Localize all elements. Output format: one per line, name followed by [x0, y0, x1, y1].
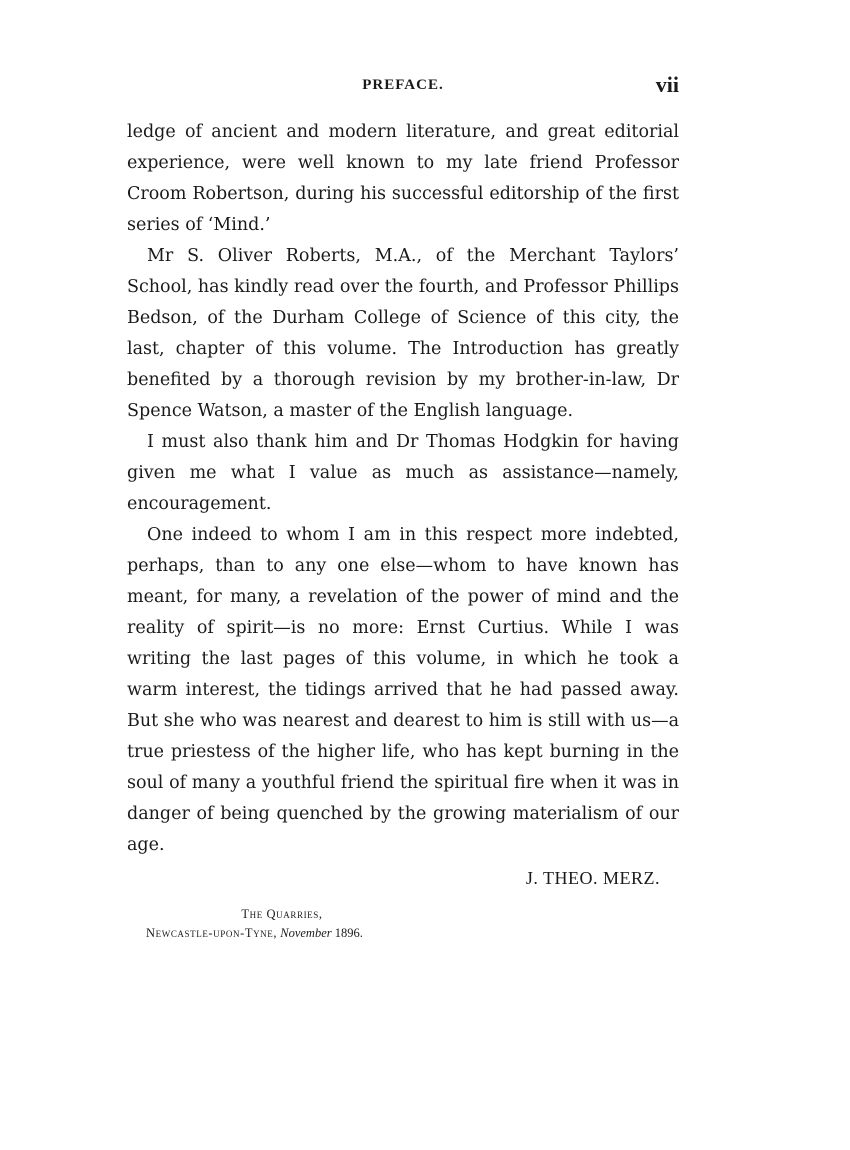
paragraph-acknowledgement-readers: Mr S. Oliver Roberts, M.A., of the Merchant Taylors’ School, has kindly read over the fourth, and Professor Phillips Bedson, of the Durham College of Science of this city, the last, chapter of this volume. The Introduction has greatly benefited by a thorough revision by my brother-in-law, Dr Spence Watson, a master of the English language. — [127, 246, 679, 421]
page-number: vii — [655, 72, 679, 97]
author-signature: J. THEO. MERZ. — [525, 868, 660, 888]
running-head — [127, 74, 679, 100]
dateline-location — [146, 926, 363, 940]
dateline-year: 1896. — [334, 926, 363, 940]
paragraph-continuation: ledge of ancient and modern literature, and great editorial experience, were well known to my late friend Professor Croom Robertson, during his successful editorship of the first series of ‘Mind.’ — [127, 122, 679, 235]
dateline-city: Newcastle-upon-Tyne, — [146, 926, 278, 940]
paragraph-acknowledgement-encouragement: I must also thank him and Dr Thomas Hodgkin for having given me what I value as much as assistance—namely, encouragement. — [127, 432, 679, 514]
running-title: PREFACE. — [362, 77, 444, 93]
paragraph-dedication-curtius: One indeed to whom I am in this respect more indebted, perhaps, than to any one else—whom to have known has meant, for many, a revelation of the power of mind and the reality of spirit—is no more: Ernst Curtius. While I was writing the last pages of this volume, in which he took a warm interest, the tidings arrived that he had passed away. But she who was nearest and dearest to him is still with us—a true priestess of the higher life, who has kept burning in the soul of many a youthful friend the spiritual fire when it was in danger of being quenched by the growing materialism of our age. — [127, 525, 679, 855]
dateline-house: The Quarries, — [241, 907, 323, 921]
preface-body — [127, 117, 679, 861]
dateline — [146, 905, 418, 943]
dateline-month: November — [280, 926, 332, 940]
